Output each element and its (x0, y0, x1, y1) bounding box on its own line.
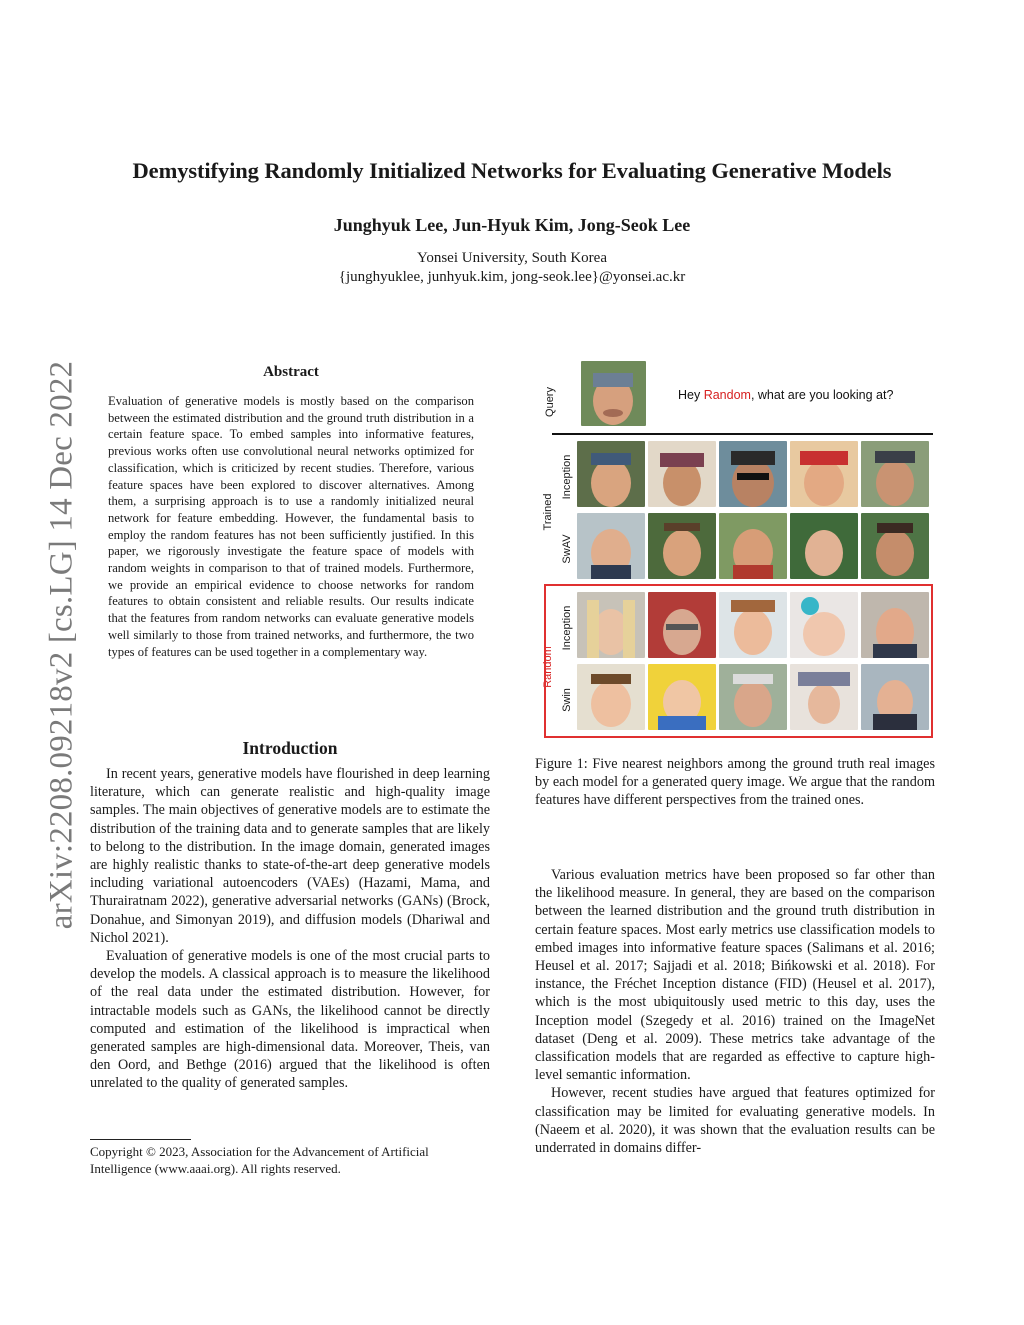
query-image (581, 361, 646, 426)
neighbor-image (790, 513, 858, 579)
author-emails: {junghyuklee, junhyuk.kim, jong-seok.lee}@yonsei.ac.kr (338, 269, 686, 285)
neighbor-image (648, 592, 716, 658)
row-label-random-inception: Inception (561, 605, 573, 651)
figure-1 (528, 356, 938, 744)
row-label-random-swin: Swin (561, 688, 573, 712)
query-row-label: Query (544, 387, 556, 417)
row-label-trained-inception: Inception (561, 454, 573, 500)
affiliation-block (60, 249, 964, 287)
neighbor-image (648, 664, 716, 730)
affiliation: Yonsei University, South Korea (417, 250, 607, 266)
abstract-heading: Abstract (263, 364, 319, 380)
right-paragraph-1: Various evaluation metrics have been proposed so far other than the likelihood measure. In general, they are based on the comparison between the learned distribution and the ground truth distribution in certain feature spaces. Most early metrics use classification models to embed images into informative feature spaces (Salimans et al. 2016; Heusel et al. 2017; Sajjadi et al. 2018; Bińkowski et al. 2018). For instance, the Fréchet Inception distance (FID) (Heusel et al. 2017), which is the most ubiquitously used metric to this day, uses the Inception model (Szegedy et al. 2016) trained on the ImageNet dataset (Deng et al. 2009). These metrics take advantage of the classification models that are regarded as effective to capture high-level semantic information. (535, 867, 935, 1084)
neighbor-image (719, 441, 787, 507)
neighbor-image (719, 513, 787, 579)
neighbor-image (577, 592, 645, 658)
intro-paragraph-1: In recent years, generative models have flourished in deep learning literature, which can generate realistic and high-quality image samples. The main objectives of generative models are to estimate the distribution of the training data and to generate samples that are likely to belong to the distribution. In the image domain, generated images are highly realistic thanks to state-of-the-art deep generative models including variational autoencoders (VAEs) (Hazami, Mama, and Thurairatnam 2022), generative adversarial networks (GANs) (Brock, Donahue, and Simonyan 2019), and diffusion models (Dhariwal and Nichol 2021). (90, 766, 490, 946)
neighbor-image (719, 664, 787, 730)
neighbor-image (648, 513, 716, 579)
group-label-random: Random (542, 646, 554, 688)
neighbor-image (719, 592, 787, 658)
paper-title: Demystifying Randomly Initialized Networks for Evaluating Generative Models (132, 158, 892, 183)
arxiv-identifier: arXiv:2208.09218v2 [cs.LG] 14 Dec 2022 (43, 360, 80, 930)
right-paragraph-2: However, recent studies have argued that features optimized for classification may be limited for evaluating generative models. In (Naeem et al. 2020), it was shown that the evaluation results can be underrated in domains differ- (535, 1085, 935, 1157)
neighbor-image (790, 441, 858, 507)
neighbor-image (577, 513, 645, 579)
neighbor-image (790, 592, 858, 658)
neighbor-image (790, 664, 858, 730)
intro-paragraph-2: Evaluation of generative models is one of the most crucial parts to develop the models. A classical approach is to measure the likelihood of the real data under the estimated distribution. However, for intractable models such as GANs, the likelihood cannot be directly computed and estimation of the likelihood is impractical when generated samples are high-dimensional data. Moreover, Theis, van den Oord, and Bethge (2016) argued that the likelihood is often unrelated to the quality of generated samples. (90, 948, 490, 1092)
introduction-body (90, 765, 490, 1093)
query-text-random: Random (703, 388, 751, 402)
footnote-rule (90, 1139, 191, 1140)
query-caption (678, 388, 893, 402)
neighbor-image (648, 441, 716, 507)
neighbor-image (577, 664, 645, 730)
neighbor-image (861, 513, 929, 579)
figure-1-caption: Figure 1: Five nearest neighbors among the ground truth real images by each model for a generated query image. We argue that the random features have different perspectives from the trained ones. (535, 756, 935, 809)
group-label-trained: Trained (542, 493, 554, 531)
abstract-text: Evaluation of generative models is mostly based on the comparison between the estimated distribution and the ground truth distribution in a certain feature space. To embed samples into informative features, previous works often use convolutional neural networks optimized for classification, which is criticized by recent studies. Therefore, various feature spaces have been explored to discover alternatives. Among them, a surprising approach is to use a randomly initialized neural network for feature embedding. However, the fundamental basis to employ the random features has not been sufficiently justified. In this paper, we rigorously investigate the feature space of models with random weights in comparison to that of trained models. Furthermore, we provide an empirical evidence to choose networks for random features to obtain consistent and reliable results. Our results indicate that the features from random networks can evaluate generative models well similarly to those from trained networks, and furthermore, the two types of features can be used together in a complementary way. (108, 394, 474, 659)
introduction-heading: Introduction (242, 738, 338, 758)
neighbor-image (577, 441, 645, 507)
neighbor-image (861, 592, 929, 658)
neighbor-image (861, 664, 929, 730)
paper-authors: Junghyuk Lee, Jun-Hyuk Kim, Jong-Seok Lee (333, 215, 691, 235)
query-text-suffix: , what are you looking at? (750, 388, 894, 402)
query-text-prefix: Hey (678, 388, 704, 402)
row-label-trained-swav: SwAV (561, 534, 573, 564)
neighbor-image (861, 441, 929, 507)
right-column-body (535, 866, 935, 1157)
copyright-footnote: Copyright © 2023, Association for the Advancement of Artificial Intelligence (www.aaai.org). All rights reserved. (90, 1144, 429, 1176)
figure-divider (552, 433, 933, 435)
